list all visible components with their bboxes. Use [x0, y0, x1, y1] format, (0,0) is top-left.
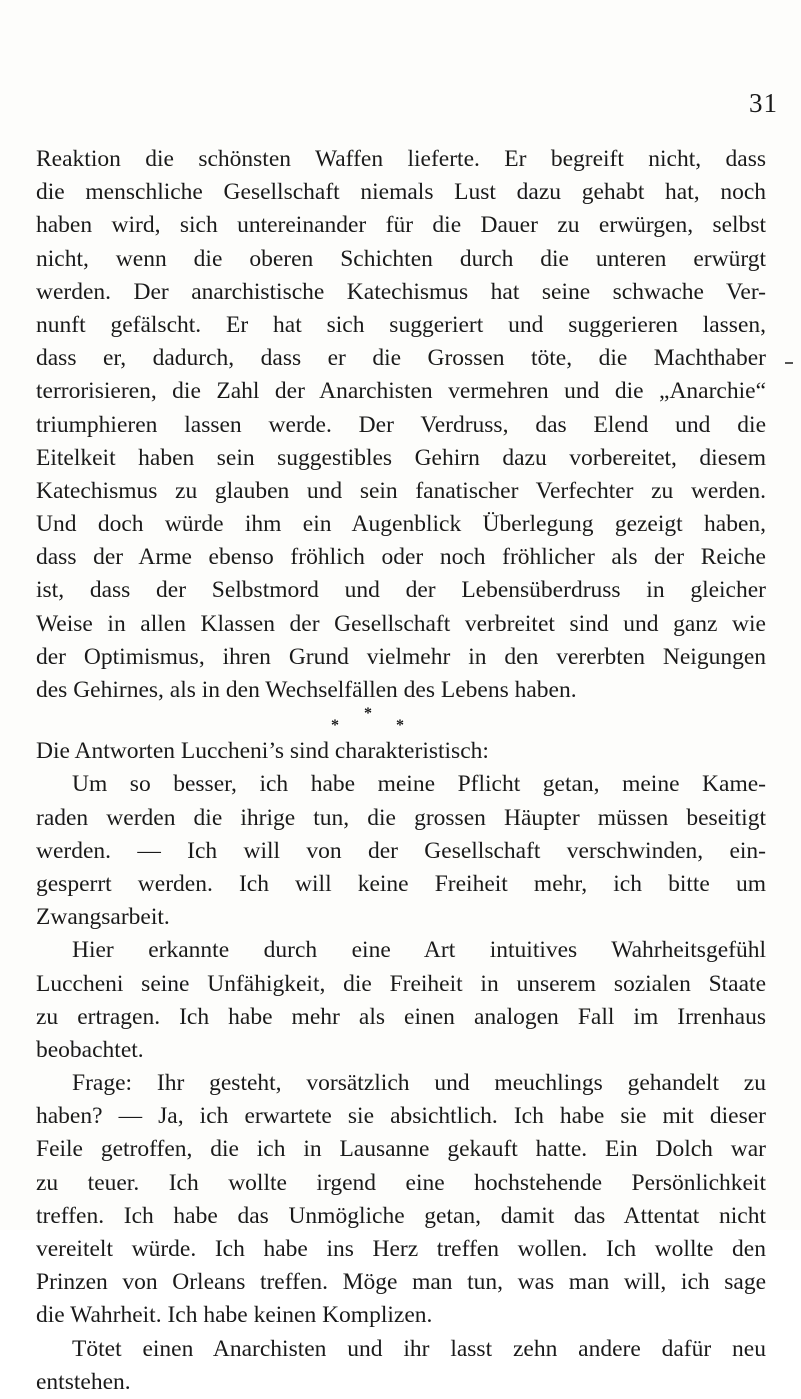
text-line: Und doch würde ihm ein Augenblick Überlegung gezeigt haben,: [36, 511, 766, 538]
text-line: terrorisieren, die Zahl der Anarchisten vermehren und die „Anarchie“: [36, 378, 766, 405]
paragraph-3: [36, 934, 766, 1067]
asterisk: *: [364, 705, 372, 723]
text-line: nicht, wenn die oberen Schichten durch die unteren erwürgt: [36, 245, 766, 272]
text-line: dass er, dadurch, dass er die Grossen töte, die Machthaber: [36, 345, 766, 372]
text-line: gesperrt werden. Ich will keine Freiheit mehr, ich bitte um: [36, 870, 766, 897]
text-line: Um so besser, ich habe meine Pflicht getan, meine Kame-: [72, 771, 766, 798]
text-line: Frage: Ihr gesteht, vorsätzlich und meuchlings gehandelt zu: [72, 1070, 766, 1097]
paragraph-1: [36, 143, 766, 707]
asterisk: *: [331, 717, 339, 735]
text-line: des Gehirnes, als in den Wechselfällen des Lebens haben.: [36, 677, 577, 703]
text-line: ist, dass der Selbstmord und der Lebensüberdruss in gleicher: [36, 577, 766, 604]
text-line: Feile getroffen, die ich in Lausanne gekauft hatte. Ein Dolch war: [36, 1136, 766, 1163]
paragraph-2: [36, 768, 766, 934]
text-line: beobachtet.: [36, 1036, 144, 1063]
text-line: Die Antworten Luccheni’s sind charakteristisch:: [36, 738, 489, 765]
margin-mark: [785, 362, 793, 364]
text-line: raden werden die ihrige tun, die grossen Häupter müssen beseitigt: [36, 804, 766, 831]
text-line: Katechismus zu glauben und sein fanatischer Verfechter zu werden.: [36, 477, 766, 504]
text-line: Luccheni seine Unfähigkeit, die Freiheit in unserem sozialen Staate: [36, 970, 766, 997]
text-line: Prinzen von Orleans treffen. Möge man tun, was man will, ich sage: [36, 1269, 766, 1296]
text-line: haben? — Ja, ich erwartete sie absichtlich. Ich habe sie mit dieser: [36, 1103, 766, 1130]
text-line: triumphieren lassen werde. Der Verdruss, das Elend und die: [36, 411, 766, 438]
text-line: der Optimismus, ihren Grund vielmehr in den vererbten Neigungen: [36, 643, 766, 670]
text-line: Weise in allen Klassen der Gesellschaft verbreitet sind und ganz wie: [36, 610, 766, 637]
asterisk: *: [396, 717, 404, 735]
text-line: haben wird, sich untereinander für die Dauer zu erwürgen, selbst: [36, 212, 766, 239]
text-line: Hier erkannte durch eine Art intuitives Wahrheitsgefühl: [72, 937, 766, 964]
body-text: [36, 143, 766, 1399]
heading-paragraph: [36, 735, 766, 768]
text-line: Eitelkeit haben sein suggestibles Gehirn dazu vorbereitet, diesem: [36, 444, 766, 471]
text-line: dass der Arme ebenso fröhlich oder noch fröhlicher als der Reiche: [36, 544, 766, 571]
page-number: 31: [749, 88, 778, 118]
text-line: treffen. Ich habe das Unmögliche getan, damit das Attentat nicht: [36, 1202, 766, 1229]
text-line: Reaktion die schönsten Waffen lieferte. Er begreift nicht, dass: [36, 146, 766, 172]
text-line: werden. Der anarchistische Katechismus hat seine schwache Ver-: [36, 278, 766, 305]
paragraph-4: [36, 1067, 766, 1333]
text-line: entstehen.: [36, 1368, 131, 1395]
text-line: Tötet einen Anarchisten und ihr lasst zehn andere dafür neu: [72, 1335, 766, 1362]
text-line: zu teuer. Ich wollte irgend eine hochstehende Persönlichkeit: [36, 1169, 766, 1196]
paragraph-5: [36, 1333, 766, 1399]
section-separator: [36, 705, 766, 735]
text-line: zu ertragen. Ich habe mehr als einen analogen Fall im Irrenhaus: [36, 1003, 766, 1030]
text-line: die menschliche Gesellschaft niemals Lust dazu gehabt hat, noch: [36, 179, 766, 206]
text-line: vereitelt würde. Ich habe ins Herz treffen wollen. Ich wollte den: [36, 1236, 766, 1262]
text-line: nunft gefälscht. Er hat sich suggeriert und suggerieren lassen,: [36, 311, 766, 338]
text-line: die Wahrheit. Ich habe keinen Komplizen.: [36, 1302, 433, 1329]
text-line: Zwangsarbeit.: [36, 904, 170, 931]
text-line: werden. — Ich will von der Gesellschaft verschwinden, ein-: [36, 837, 766, 864]
